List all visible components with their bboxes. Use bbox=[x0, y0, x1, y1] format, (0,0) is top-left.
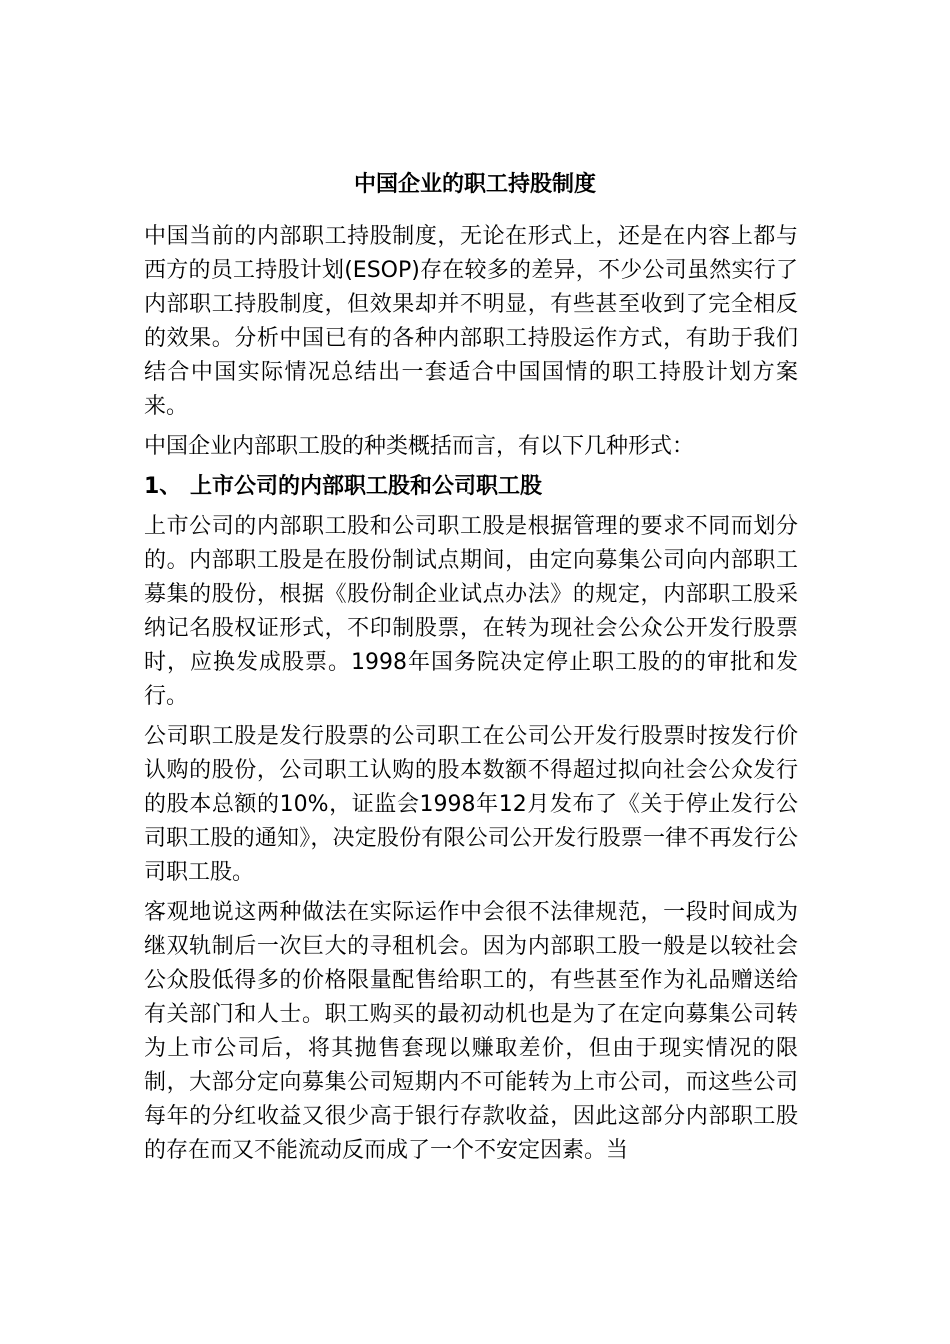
intro-paragraph-1: 中国当前的内部职工持股制度，无论在形式上，还是在内容上都与西方的员工持股计划(ESOP)存在较多的差异，不少公司虽然实行了内部职工持股制度，但效果却并不明显，有些甚至收到了完全相反的效果。分析中国已有的各种内部职工持股运作方式，有助于我们结合中国实际情况总结出一套适合中国国情的职工持股计划方案来。 bbox=[144, 224, 798, 419]
section-heading-text: 上市公司的内部职工股和公司职工股 bbox=[190, 474, 543, 499]
section-number: 1、 bbox=[144, 474, 182, 499]
section1-paragraph-2: 公司职工股是发行股票的公司职工在公司公开发行股票时按发行价认购的股份，公司职工认购的股本数额不得超过拟向社会公众发行的股本总额的10%，证监会1998年12月发布了《关于停止发行公司职工股的通知》，决定股份有限公司公开发行股票一律不再发行公司职工股。 bbox=[144, 724, 798, 885]
section-heading-1 bbox=[144, 470, 798, 504]
section1-paragraph-3: 客观地说这两种做法在实际运作中会很不法律规范，一段时间成为继双轨制后一次巨大的寻租机会。因为内部职工股一般是以较社会公众股低得多的价格限量配售给职工的，有些甚至作为礼品赠送给有关部门和人士。职工购买的最初动机也是为了在定向募集公司转为上市公司后，将其抛售套现以赚取差价，但由于现实情况的限制，大部分定向募集公司短期内不可能转为上市公司，而这些公司每年的分红收益又很少高于银行存款收益，因此这部分内部职工股的存在而又不能流动反而成了一个不安定因素。当 bbox=[144, 900, 798, 1163]
intro-paragraph-2: 中国企业内部职工股的种类概括而言，有以下几种形式： bbox=[144, 434, 695, 459]
section1-paragraph-1: 上市公司的内部职工股和公司职工股是根据管理的要求不同而划分的。内部职工股是在股份制试点期间，由定向募集公司向内部职工募集的股份，根据《股份制企业试点办法》的规定，内部职工股采纳记名股权证形式，不印制股票，在转为现社会公众公开发行股票时，应换发成股票。1998年国务院决定停止职工股的的审批和发行。 bbox=[144, 514, 798, 709]
document-body bbox=[144, 220, 798, 1174]
document-title: 中国企业的职工持股制度 bbox=[353, 172, 596, 197]
